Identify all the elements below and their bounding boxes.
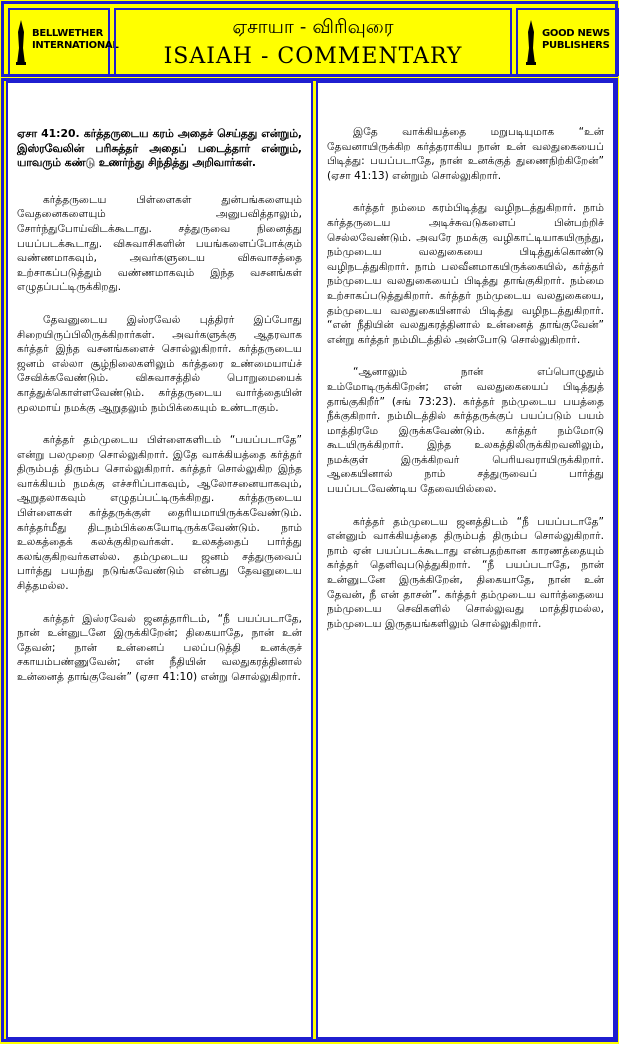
paragraph: கர்த்தர் தம்முடைய ஜனத்திடம் “நீ பயப்படாதே” என்னும் வாக்கியத்தை திரும்பத் திரும்ப சொல்லுகிறார். நாம் ஏன் பயப்படக்கூடாது என்பதற்கான காரணத்தையும் கர்த்தர் தெளிவுபடுத்துகிறார். “நீ பயப்படாதே, நான் உன்னுடனே இருக்கிறேன், திகையாதே, நான் உன் தேவன், நீ என் தாசன்”. கர்த்தர் தம்முடைய வார்த்தையை நம்முடைய செவிகளில் சொல்லுவது மாத்திரமல்ல, நம்முடைய இருதயங்களிலும் சொல்லுகிறார். [327,515,604,630]
paragraph: கர்த்தர் தம்முடைய பிள்ளைகளிடம் “பயப்படாதே” என்று பலமுறை சொல்லுகிறார். இதே வாக்கியத்தை கர்த்தர் திரும்பத் திரும்ப சொல்லுகிறார். கர்த்தர் சொல்லுகிற இந்த வாக்கியம் நமக்கு எச்சரிப்பாகவும், ஆலோசனையாகவும், ஆறுதலாகவும் எழுதப்பட்டிருக்கிறது. கர்த்தருடைய பிள்ளைகள் கர்த்தருக்குள் தைரியமாயிருக்கவேண்டும். கர்த்தர்மீது திடநம்பிக்கையோடிருக்கவேண்டும். நாம் உலகத்தைக் கலக்குகிறவர்கள். உலகத்தைப் பார்த்து கலங்குகிறவர்களல்ல. தம்முடைய ஜனம் சத்துருவைப் பார்த்து பயந்து நடுங்கவேண்டும் என்பது தேவனுடைய சித்தமல்ல. [17,434,302,593]
paragraph: கர்த்தருடைய பிள்ளைகள் துன்பங்களையும் வேதனைகளையும் அனுபவித்தாலும், சோர்ந்துபோய்விடக்கூடாது. சத்துருவை நினைத்து பயப்படக்கூடாது. விசுவாசிகளின் பயங்களைப்போக்கும் வண்ணமாகவும், அவர்களுடைய விசுவாசத்தை உற்சாகப்படுத்தும் வண்ணமாகவும் இந்த வசனங்கள் எழுதப்பட்டிருக்கிறது. [17,193,302,294]
verse-heading: ஏசா 41:20. கர்த்தருடைய கரம் அதைச் செய்தது என்றும், இஸ்ரவேலின் பரிசுத்தர் அதைப் படைத்தார் என்றும், யாவரும் கண்டு உணர்ந்து சிந்தித்து அறிவார்கள். [17,127,302,170]
title-block [114,8,512,76]
paragraph: இதே வாக்கியத்தை மறுபடியுமாக “உன் தேவனாயிருக்கிற கர்த்தராகிய நான் உன் வலதுகையைப் பிடித்து: பயப்படாதே, நான் உனக்குத் துணைநிற்கிறேன்” (ஏசா 41:13) என்றும் சொல்லுகிறார். [327,126,604,182]
bellwether-logo-icon [14,18,28,66]
bellwether-logo [8,8,119,76]
paragraph: கர்த்தர் இஸ்ரவேல் ஜனத்தாரிடம், “நீ பயப்படாதே, நான் உன்னுடனே இருக்கிறேன்; திகையாதே, நான் உன் தேவன்; நான் உன்னைப் பலப்படுத்தி உனக்குச் சகாயம்பண்ணுவேன்; என் நீதியின் வலதுகரத்தினால் உன்னைத் தாங்குவேன்” (ஏசா 41:10) என்று சொல்லுகிறார். [17,612,302,683]
title-english: ISAIAH - COMMENTARY [163,44,463,69]
title-tamil: ஏசாயா - விரிவுரை [232,16,394,38]
left-logo-text: BELLWETHER INTERNATIONAL [32,28,119,51]
left-column [6,81,313,1039]
good-news-logo-icon [524,18,538,66]
paragraph: தேவனுடைய இஸ்ரவேல் புத்திரர் இப்போது சிறையிருப்பிலிருக்கிறார்கள். அவர்களுக்கு ஆதரவாக கர்த்தர் இந்த வசனங்களைச் சொல்லுகிறார். கர்த்தருடைய ஜனம் எல்லா சூழ்நிலைகளிலும் கர்த்தரை உண்மையாய்ச் சேவிக்கவேண்டும். விசுவாசத்தில் பொறுமையைக் காத்துக்கொள்ளவேண்டும். கர்த்தருடைய வார்த்தையின் மூலமாய் நமக்கு ஆறுதலும் நம்பிக்கையும் உண்டாகும். [17,313,302,414]
paragraph: “ஆனாலும் நான் எப்பொழுதும் உம்மோடிருக்கிறேன்; என் வலதுகையைப் பிடித்துத் தாங்குகிறீர்” (சங் 73:23). கர்த்தர் நம்முடைய பயத்தை நீக்குகிறார். நம்மிடத்தில் கர்த்தருக்குப் பயப்படும் பயம் மாத்திரமே இருக்கவேண்டும். கர்த்தர் நம்மோடு கூடயிருக்கிறார். இந்த உலகத்திலிருக்கிறவனிலும், நமக்குள் இருக்கிறவர் பெரியவராயிருக்கிறார். ஆகையினால் நாம் சத்துருவைப் பார்த்து பயப்படவேண்டிய தேவையில்லை. [327,366,604,496]
paragraph: கர்த்தர் நம்மை கரம்பிடித்து வழிநடத்துகிறார். நாம் கர்த்தருடைய அடிச்சுவடுகளைப் பின்பற்றிச் செல்லவேண்டும். அவரே நமக்கு வழிகாட்டியாகயிருந்து, நம்முடைய வலதுகையை பிடித்துக்கொண்டு வழிநடத்துகிறார். நாம் பலவீனமாகயிருக்கையில், கர்த்தர் நம்முடைய வலதுகையைப் பிடித்து தாங்குகிறார். நம்மை உற்சாகப்படுத்துகிறார். கர்த்தர் நம்முடைய வலதுகையை, தம்முடைய வலதுகையினால் பிடித்து வழிநடத்துகிறார். “என் நீதியின் வலதுகரத்தினால் உன்னைத் தாங்குவேன்” என்று கர்த்தர் நம்மிடத்தில் அன்போடு சொல்லுகிறார். [327,202,604,346]
right-logo-text: GOOD NEWS PUBLISHERS [542,28,610,51]
good-news-logo [516,8,619,76]
article-body [1,78,618,1042]
right-column [316,81,615,1039]
page-header [1,1,618,77]
